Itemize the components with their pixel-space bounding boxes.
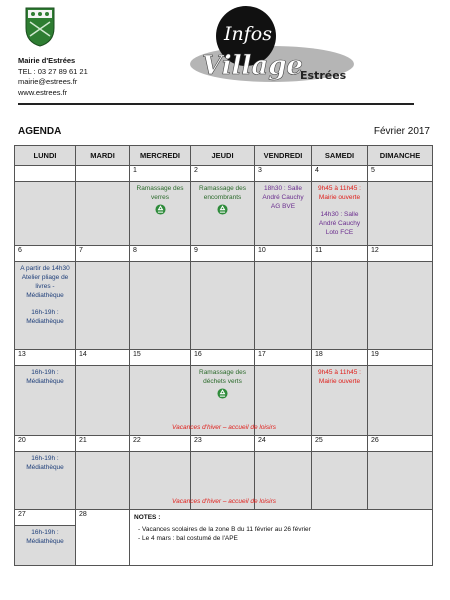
date-number: 7 — [76, 246, 130, 262]
calendar-table — [14, 145, 433, 566]
event-text: 9h45 à 11h45 : Mairie ouverte — [318, 185, 361, 201]
date-number: 6 — [15, 246, 76, 262]
day-header-mercredi: MERCREDI — [130, 146, 191, 166]
day-header-dimanche: DIMANCHE — [368, 146, 433, 166]
week-number-row — [15, 436, 433, 452]
event-text: Ramassage des verres — [136, 185, 184, 201]
event-text: 9h45 à 11h45 : Mairie ouverte — [318, 369, 361, 385]
event-text: Ramassage des déchets verts — [199, 369, 246, 385]
date-number: 26 — [368, 436, 433, 452]
website-url: www.estrees.fr — [18, 87, 68, 97]
mairie-name: Mairie d'Estrées — [18, 56, 76, 65]
logo-word-estrees: Estrées — [300, 69, 347, 82]
agenda-title-row — [18, 126, 430, 140]
week-events-row — [15, 262, 433, 350]
date-number: 25 — [312, 436, 368, 452]
last-week-number-row — [15, 510, 433, 526]
contact-block — [18, 56, 88, 98]
date-number: 22 — [130, 436, 191, 452]
week-number-row — [15, 246, 433, 262]
event-text: A partir de 14h30 Atelier pliage de livres - Médiathèque — [20, 265, 70, 299]
date-number: 1 — [130, 166, 191, 182]
day-cell — [312, 262, 368, 350]
day-cell — [255, 182, 312, 246]
week-events-row — [15, 366, 433, 436]
date-number: 24 — [255, 436, 312, 452]
infos-village-logo — [168, 2, 358, 100]
date-number: 21 — [76, 436, 130, 452]
note-item: - Vacances scolaires de la zone B du 11 février au 26 février — [138, 525, 428, 534]
event-text: 16h-19h : Médiathèque — [26, 455, 64, 471]
date-number: 10 — [255, 246, 312, 262]
event-text: 16h-19h : Médiathèque — [26, 369, 64, 385]
notes-list — [134, 525, 428, 543]
day-cell — [76, 262, 130, 350]
day-cell — [368, 262, 433, 350]
week-number-row — [15, 166, 433, 182]
date-number: 3 — [255, 166, 312, 182]
day-cell — [312, 182, 368, 246]
week-events-row — [15, 452, 433, 510]
logo-word-village: Village — [202, 51, 303, 81]
date-number: 11 — [312, 246, 368, 262]
date-number: 14 — [76, 350, 130, 366]
day-header-jeudi: JEUDI — [191, 146, 255, 166]
day-header-samedi: SAMEDI — [312, 146, 368, 166]
day-cell — [15, 262, 76, 350]
date-number: 19 — [368, 350, 433, 366]
phone-number: TEL : 03 27 89 61 21 — [18, 66, 88, 76]
date-number: 5 — [368, 166, 433, 182]
date-number: 9 — [191, 246, 255, 262]
date-number — [15, 166, 76, 182]
day-cell — [130, 262, 191, 350]
header-divider — [18, 103, 414, 105]
day-cell — [368, 182, 433, 246]
note-item: - Le 4 mars : bal costumé de l'APE — [138, 534, 428, 543]
month-label: Février 2017 — [373, 126, 430, 137]
email-address: mairie@estrees.fr — [18, 77, 78, 86]
day-cell — [130, 182, 191, 246]
day-cell — [15, 526, 76, 566]
recycle-icon — [217, 388, 228, 399]
date-number: 8 — [130, 246, 191, 262]
date-number: 28 — [76, 510, 130, 566]
day-cell — [15, 182, 76, 246]
day-cell — [191, 182, 255, 246]
date-number: 13 — [15, 350, 76, 366]
recycle-icon — [155, 204, 166, 215]
page-header — [0, 0, 450, 108]
event-text: 16h-19h : Médiathèque — [26, 529, 64, 545]
event-text: 14h30 : Salle André Cauchy Loto FCE — [318, 211, 361, 236]
date-number: 20 — [15, 436, 76, 452]
day-header-lundi: LUNDI — [15, 146, 76, 166]
day-header-mardi: MARDI — [76, 146, 130, 166]
agenda-title: AGENDA — [18, 126, 62, 137]
week-events-row — [15, 182, 433, 246]
vacances-banner: Vacances d'hiver – accueil de loisirs — [172, 424, 276, 431]
date-number: 12 — [368, 246, 433, 262]
day-header-vendredi: VENDREDI — [255, 146, 312, 166]
event-text: 16h-19h : Médiathèque — [26, 309, 64, 325]
day-cell — [255, 262, 312, 350]
logo-word-infos: Infos — [224, 23, 272, 45]
notes-cell — [130, 510, 433, 566]
recycle-icon — [217, 204, 228, 215]
day-cell — [15, 452, 276, 510]
week-number-row — [15, 350, 433, 366]
date-number: 16 — [191, 350, 255, 366]
date-number: 15 — [130, 350, 191, 366]
day-cell — [76, 182, 130, 246]
vacances-banner: Vacances d'hiver – accueil de loisirs — [172, 498, 276, 505]
event-text: 18h30 : Salle André Cauchy AG BVE — [262, 185, 304, 210]
coat-of-arms-icon — [24, 6, 56, 48]
date-number — [76, 166, 130, 182]
event-text: Ramassage des encombrants — [199, 185, 246, 201]
date-number: 2 — [191, 166, 255, 182]
day-header-row — [15, 146, 433, 166]
notes-title: NOTES : — [134, 514, 161, 521]
date-number: 27 — [15, 510, 76, 526]
date-number: 23 — [191, 436, 255, 452]
date-number: 17 — [255, 350, 312, 366]
date-number: 4 — [312, 166, 368, 182]
date-number: 18 — [312, 350, 368, 366]
day-cell — [191, 262, 255, 350]
